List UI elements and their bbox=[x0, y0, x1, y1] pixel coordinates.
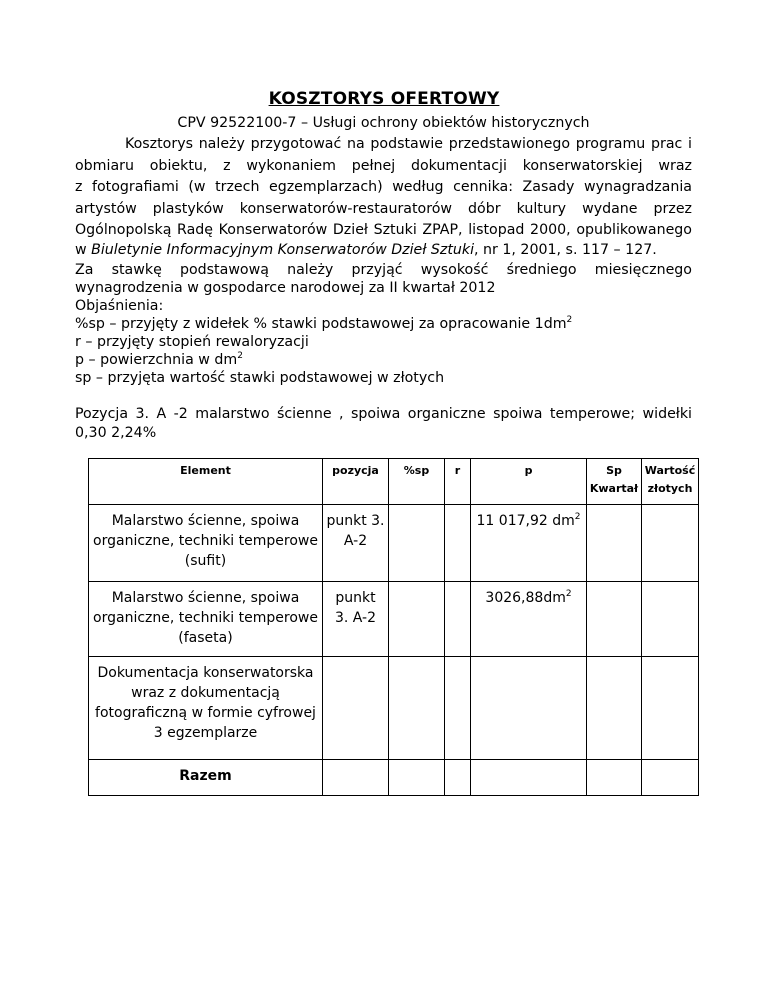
cell-element-line: organiczne, techniki temperowe bbox=[93, 610, 318, 626]
header-r: r bbox=[445, 459, 471, 505]
cell-wartosc bbox=[642, 505, 699, 582]
objasnienia-p-text: p – powierzchnia w dm bbox=[75, 352, 238, 368]
table-total-row bbox=[89, 760, 699, 796]
stawka-line-1: Za stawkę podstawową należy przyjąć wysokość średniego miesięcznego bbox=[75, 262, 692, 278]
cell-r bbox=[445, 505, 471, 582]
cell-element-line: Dokumentacja konserwatorska bbox=[97, 665, 314, 681]
header-wartosc-line-1: Wartość bbox=[644, 464, 696, 477]
cell-sp-kwartal bbox=[587, 582, 642, 657]
stawka-line-2: wynagrodzenia w gospodarce narodowej za II kwartał 2012 bbox=[75, 280, 496, 296]
cell-r bbox=[445, 582, 471, 657]
intro-line-6-pre: w bbox=[75, 242, 92, 258]
objasnienia-sp: sp – przyjęta wartość stawki podstawowej w złotych bbox=[75, 370, 445, 386]
cell-p-value bbox=[471, 582, 586, 608]
cell-sp-pct bbox=[389, 582, 445, 657]
cell-p bbox=[471, 582, 587, 657]
cell-p-text: 3026,88dm bbox=[485, 590, 566, 606]
cell-element-line: Malarstwo ścienne, spoiwa bbox=[111, 590, 300, 606]
cell-sp-pct bbox=[389, 657, 445, 760]
cell-wartosc bbox=[642, 657, 699, 760]
cell-sp-pct bbox=[389, 505, 445, 582]
cell-sp-kwartal bbox=[587, 760, 642, 796]
cell-element-line: Malarstwo ścienne, spoiwa bbox=[111, 513, 300, 529]
cell-sp-pct bbox=[389, 760, 445, 796]
cell-p-text: 11 017,92 dm bbox=[476, 513, 575, 529]
intro-line-2: obmiaru obiektu, z wykonaniem pełnej dokumentacji konserwatorskiej wraz bbox=[75, 158, 692, 174]
cell-pozycja-line: punkt bbox=[335, 590, 376, 606]
objasnienia-sp-pct bbox=[75, 314, 692, 334]
intro-line-3: z fotografiami (w trzech egzemplarzach) według cennika: Zasady wynagradzania bbox=[75, 179, 692, 195]
cell-element-line: (faseta) bbox=[178, 630, 233, 646]
header-sp-kwartal bbox=[587, 459, 642, 505]
table-row bbox=[89, 505, 699, 582]
header-sp-kwartal-line-2: Kwartał bbox=[589, 482, 639, 495]
cell-wartosc bbox=[642, 582, 699, 657]
table-row bbox=[89, 582, 699, 657]
cell-p bbox=[471, 505, 587, 582]
header-wartosc bbox=[642, 459, 699, 505]
header-sp-kwartal-line-1: Sp bbox=[606, 464, 622, 477]
superscript: 2 bbox=[237, 351, 243, 361]
intro-line-4: artystów plastyków konserwatorów-restauratorów dóbr kultury wydane przez bbox=[75, 201, 692, 217]
bulletin-title: Biuletynie Informacyjnym Konserwatorów Dzieł Sztuki bbox=[91, 242, 475, 258]
header-p: p bbox=[471, 459, 587, 505]
intro-line-6 bbox=[75, 240, 692, 260]
table-header-row bbox=[89, 459, 699, 505]
objasnienia-sp-pct-text: %sp – przyjęty z widełek % stawki podstawowej za opracowanie 1dm bbox=[75, 316, 567, 332]
cell-pozycja bbox=[323, 657, 389, 760]
cell-element bbox=[89, 657, 323, 760]
cell-total-label bbox=[89, 760, 323, 796]
cell-pozycja-line: A-2 bbox=[343, 533, 368, 549]
objasnienia-r: r – przyjęty stopień rewaloryzacji bbox=[75, 334, 309, 350]
intro-line-6-post: , nr 1, 2001, s. 117 – 127. bbox=[474, 242, 657, 258]
pozycja-line-2: 0,30 2,24% bbox=[75, 425, 157, 441]
cell-pozycja-line: punkt 3. bbox=[326, 513, 385, 529]
objasnienia-p bbox=[75, 350, 692, 370]
superscript: 2 bbox=[574, 512, 581, 522]
intro-line-1: Kosztorys należy przygotować na podstawie przedstawionego programu prac i bbox=[125, 136, 692, 152]
cell-element-line: organiczne, techniki temperowe bbox=[93, 533, 318, 549]
cell-r bbox=[445, 760, 471, 796]
pozycja-line-1: Pozycja 3. A -2 malarstwo ścienne , spoiwa organiczne spoiwa temperowe; widełki bbox=[75, 406, 692, 422]
cell-element-line: wraz z dokumentacją bbox=[131, 685, 280, 701]
table-row bbox=[89, 657, 699, 760]
cell-element bbox=[89, 505, 323, 582]
header-element: Element bbox=[89, 459, 323, 505]
cell-r bbox=[445, 657, 471, 760]
cell-element-line: 3 egzemplarze bbox=[153, 725, 258, 741]
cost-table bbox=[88, 458, 699, 796]
cell-element-line: fotograficzną w formie cyfrowej bbox=[95, 705, 316, 721]
cell-p bbox=[471, 657, 587, 760]
cell-pozycja bbox=[323, 760, 389, 796]
total-label: Razem bbox=[179, 768, 232, 784]
cell-sp-kwartal bbox=[587, 657, 642, 760]
cell-sp-kwartal bbox=[587, 505, 642, 582]
cell-wartosc bbox=[642, 760, 699, 796]
cell-p-value bbox=[471, 505, 586, 531]
intro-line-5: Ogólnopolską Radę Konserwatorów Dzieł Sztuki ZPAP, listopad 2000, opublikowanego bbox=[75, 222, 692, 238]
cell-element bbox=[89, 582, 323, 657]
header-wartosc-line-2: złotych bbox=[647, 482, 693, 495]
cell-pozycja bbox=[323, 505, 389, 582]
document-title: KOSZTORYS OFERTOWY bbox=[268, 89, 500, 109]
superscript: 2 bbox=[566, 315, 573, 325]
objasnienia-heading: Objaśnienia: bbox=[75, 298, 164, 314]
cpv-line: CPV 92522100-7 – Usługi ochrony obiektów historycznych bbox=[177, 115, 590, 131]
cell-element-line: (sufit) bbox=[184, 553, 227, 569]
cell-pozycja bbox=[323, 582, 389, 657]
header-pozycja: pozycja bbox=[323, 459, 389, 505]
header-sp-pct: %sp bbox=[389, 459, 445, 505]
superscript: 2 bbox=[565, 589, 572, 599]
cell-p bbox=[471, 760, 587, 796]
cell-pozycja-line: 3. A-2 bbox=[334, 610, 377, 626]
